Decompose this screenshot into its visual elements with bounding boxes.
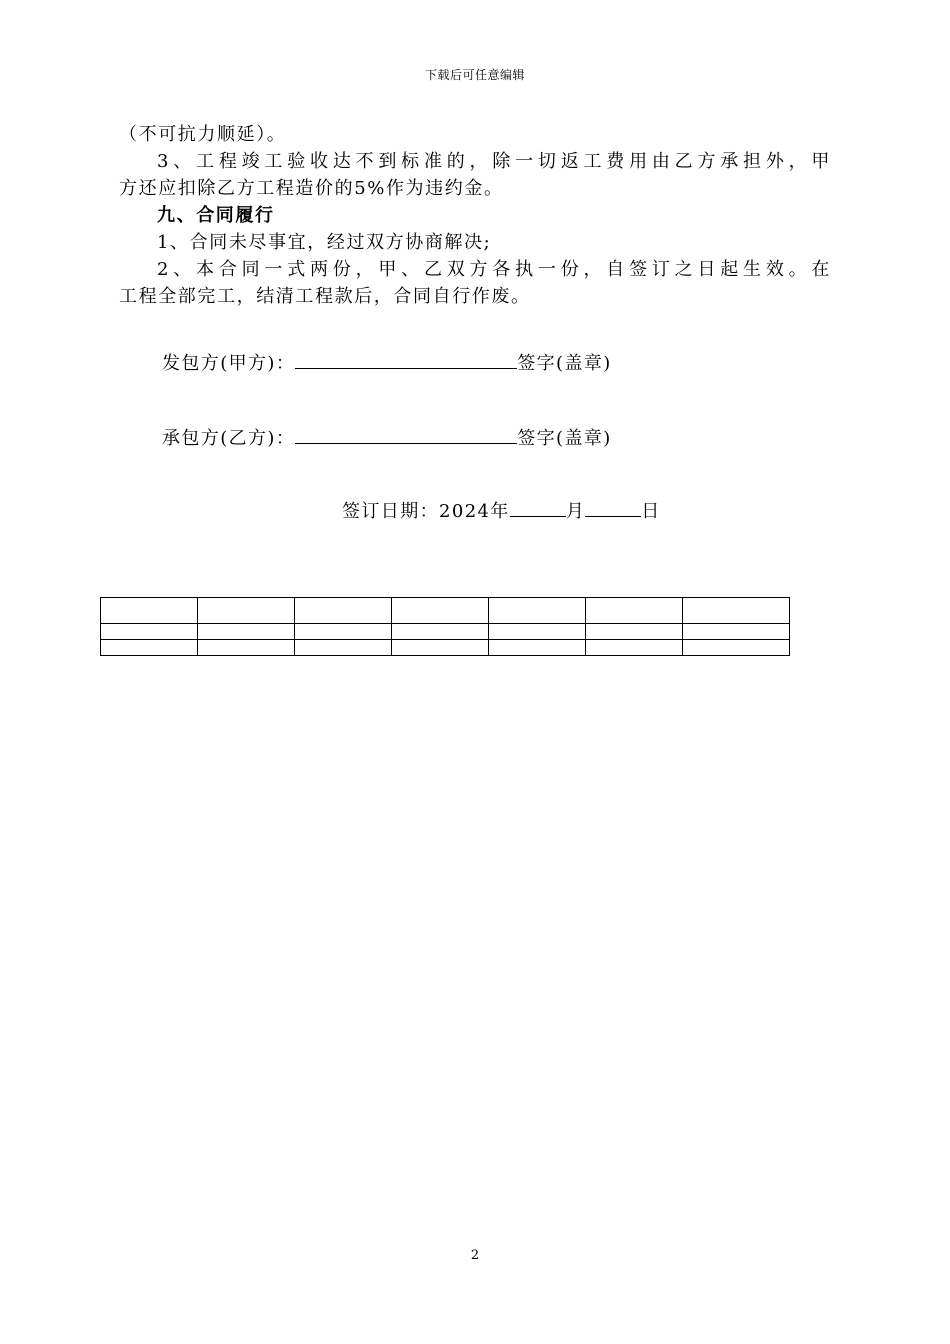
table-cell bbox=[392, 624, 489, 640]
table-row bbox=[101, 624, 790, 640]
clause-3-line-1: 3、工程竣工验收达不到标准的，除一切返工费用由乙方承担外，甲 bbox=[157, 151, 831, 172]
table-cell bbox=[586, 598, 683, 624]
table-cell bbox=[392, 598, 489, 624]
party-b-signature-blank[interactable] bbox=[295, 423, 517, 444]
table-cell bbox=[101, 640, 198, 656]
table-cell bbox=[586, 640, 683, 656]
table-cell bbox=[198, 624, 295, 640]
table-cell bbox=[489, 640, 586, 656]
clause-9-1: 1、合同未尽事宜，经过双方协商解决; bbox=[157, 232, 492, 253]
table-cell bbox=[295, 624, 392, 640]
table-cell bbox=[392, 640, 489, 656]
party-a-signature-blank[interactable] bbox=[295, 348, 517, 369]
table-cell bbox=[683, 598, 790, 624]
party-a-sign-seal: 签字(盖章) bbox=[517, 353, 612, 374]
force-majeure-line: （不可抗力顺延）。 bbox=[119, 124, 287, 145]
table-cell bbox=[683, 624, 790, 640]
party-b-sign-seal: 签字(盖章) bbox=[517, 428, 612, 449]
sign-date-year: 2024 bbox=[439, 501, 491, 522]
month-unit: 月 bbox=[565, 501, 586, 522]
table-row bbox=[101, 598, 790, 624]
table-cell bbox=[198, 598, 295, 624]
party-a-signature-row bbox=[162, 348, 612, 375]
table-cell bbox=[295, 640, 392, 656]
table-cell bbox=[489, 624, 586, 640]
year-unit: 年 bbox=[490, 501, 510, 522]
party-b-label: 承包方(乙方)： bbox=[162, 428, 296, 449]
table-cell bbox=[586, 624, 683, 640]
table-cell bbox=[683, 640, 790, 656]
party-b-signature-row bbox=[162, 423, 612, 450]
sign-date-label: 签订日期： bbox=[342, 501, 439, 522]
table-row bbox=[101, 640, 790, 656]
clause-3-line-2: 方还应扣除乙方工程造价的5%作为违约金。 bbox=[119, 178, 504, 199]
day-unit: 日 bbox=[641, 501, 661, 522]
party-a-label: 发包方(甲方)： bbox=[162, 353, 296, 374]
table-cell bbox=[489, 598, 586, 624]
section-9-title: 九、合同履行 bbox=[157, 205, 275, 226]
blank-grid-table bbox=[100, 597, 790, 656]
table-cell bbox=[101, 598, 198, 624]
table-cell bbox=[198, 640, 295, 656]
clause-9-2-line-1: 2、本合同一式两份，甲、乙双方各执一份，自签订之日起生效。在 bbox=[157, 259, 831, 280]
month-blank[interactable] bbox=[510, 496, 566, 517]
contract-body bbox=[119, 121, 831, 310]
clause-9-2-line-2: 工程全部完工，结清工程款后，合同自行作废。 bbox=[119, 286, 531, 307]
table-cell bbox=[101, 624, 198, 640]
day-blank[interactable] bbox=[585, 496, 641, 517]
page-number: 2 bbox=[470, 1248, 480, 1263]
page-header: 下载后可任意编辑 bbox=[424, 68, 525, 82]
table-cell bbox=[295, 598, 392, 624]
sign-date-row bbox=[342, 496, 661, 523]
